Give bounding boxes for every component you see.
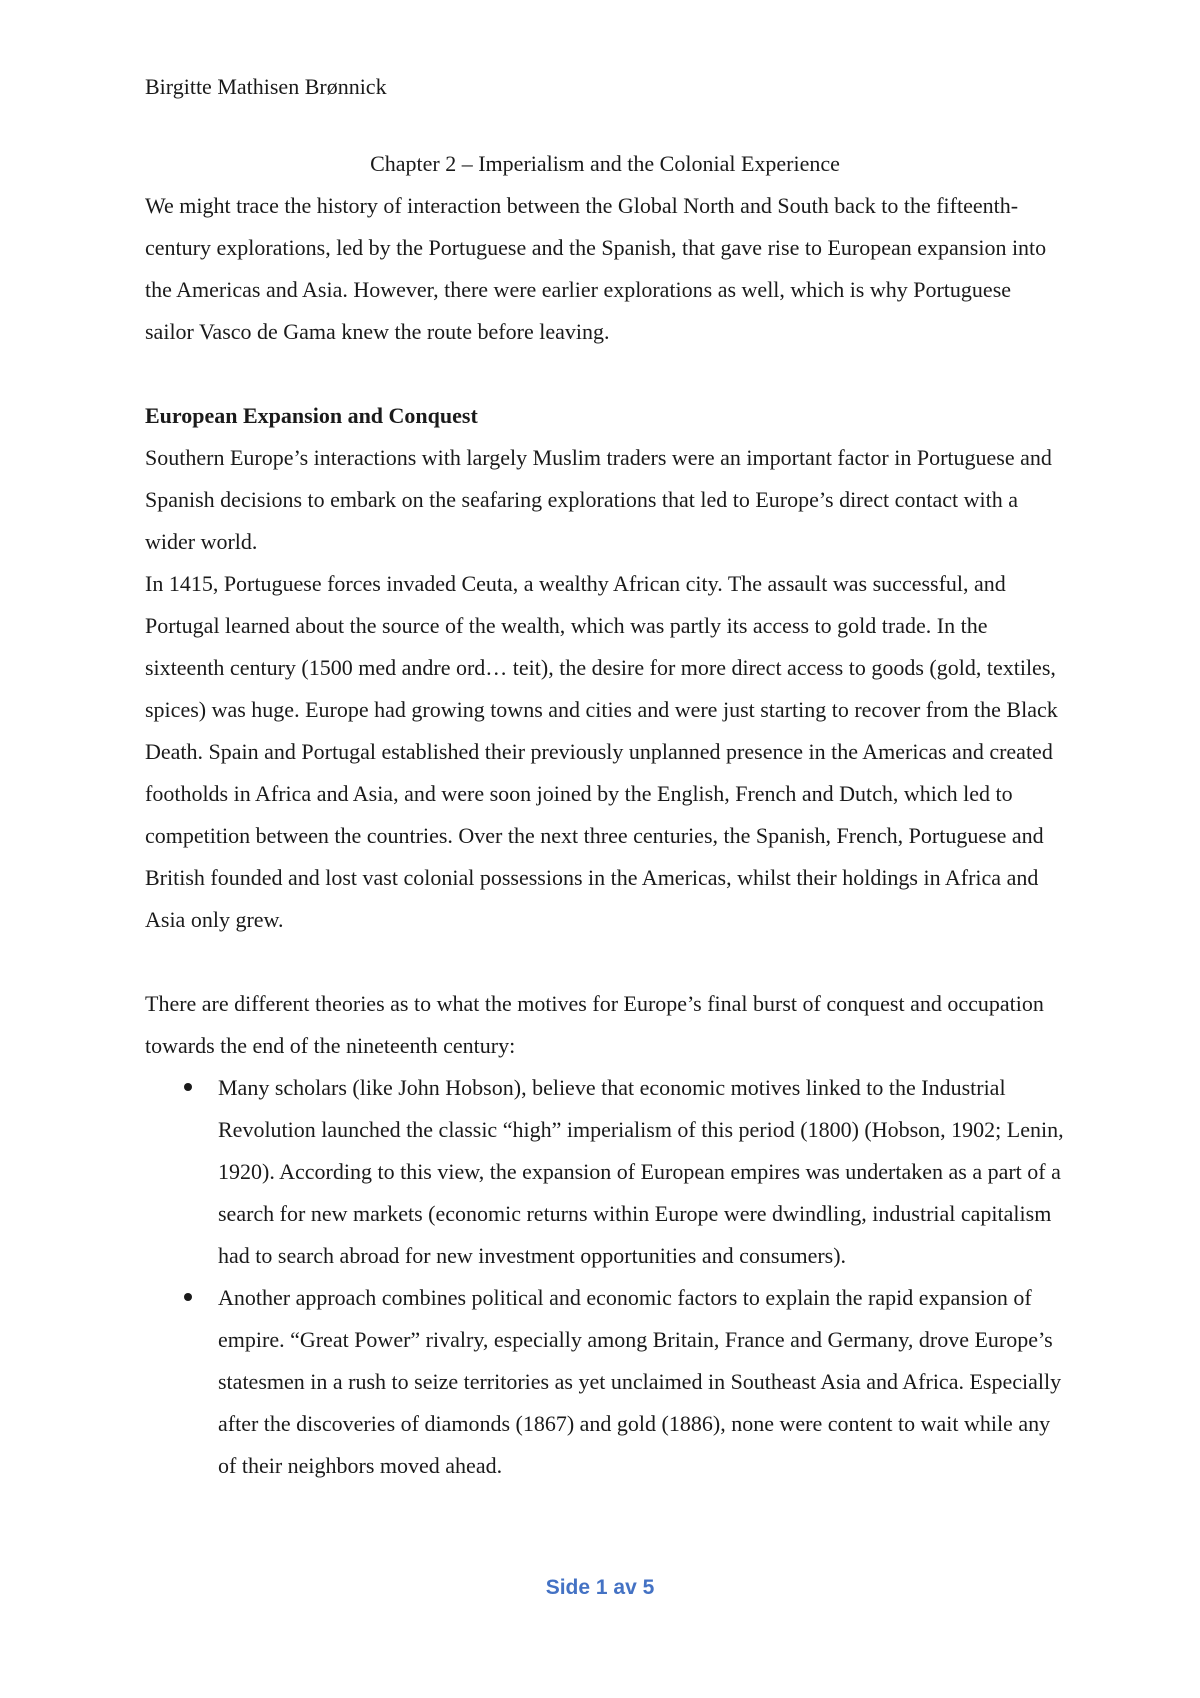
list-item [145,1277,1065,1487]
paragraph-2: In 1415, Portuguese forces invaded Ceuta, a wealthy African city. The assault was successful, and Portugal learned about the source of the wealth, which was partly its access to gold trade. In the sixteenth century (1500 med andre ord… teit), the desire for more direct access to goods (gold, textiles, spices) was huge. Europe had growing towns and cities and were just starting to recover from the Black Death. Spain and Portugal established their previously unplanned presence in the Americas and created footholds in Africa and Asia, and were soon joined by the English, French and Dutch, which led to competition between the countries. Over the next three centuries, the Spanish, French, Portuguese and British founded and lost vast colonial possessions in the Americas, whilst their holdings in Africa and Asia only grew. [145,571,1058,932]
paragraph-spacer [145,353,1065,395]
document-body [145,143,1065,1487]
list-item-text: Another approach combines political and economic factors to explain the rapid expansion of empire. “Great Power” rivalry, especially among Britain, France and Germany, drove Europe’s statesmen in a rush to seize territories as yet unclaimed in Southeast Asia and Africa. Especially after the discoveries of diamonds (1867) and gold (1886), none were content to wait while any of their neighbors moved ahead. [218,1285,1062,1478]
paragraph-spacer [145,941,1065,983]
theory-list [145,1067,1065,1487]
header-author: Birgitte Mathisen Brønnick [145,74,387,99]
chapter-title: Chapter 2 – Imperialism and the Colonial Experience [370,151,840,176]
list-item [145,1067,1065,1277]
section-heading: European Expansion and Conquest [145,403,478,428]
bullet-icon [184,1083,192,1091]
bullet-icon [184,1293,192,1301]
intro-paragraph: We might trace the history of interaction between the Global North and South back to the fifteenth-century explorations, led by the Portuguese and the Spanish, that gave rise to European expansion into the Americas and Asia. However, there were earlier explorations as well, which is why Portuguese sailor Vasco de Gama knew the route before leaving. [145,193,1047,344]
list-item-text: Many scholars (like John Hobson), believe that economic motives linked to the Industrial Revolution launched the classic “high” imperialism of this period (1800) (Hobson, 1902; Lenin, 1920). According to this view, the expansion of European empires was undertaken as a part of a search for new markets (economic returns within Europe were dwindling, industrial capitalism had to search abroad for new investment opportunities and consumers). [218,1075,1064,1268]
paragraph-1: Southern Europe’s interactions with largely Muslim traders were an important factor in Portuguese and Spanish decisions to embark on the seafaring explorations that led to Europe’s direct contact with a wider world. [145,445,1052,554]
page-number: Side 1 av 5 [545,1576,655,1599]
paragraph-3: There are different theories as to what the motives for Europe’s final burst of conquest and occupation towards the end of the nineteenth century: [145,991,1044,1058]
